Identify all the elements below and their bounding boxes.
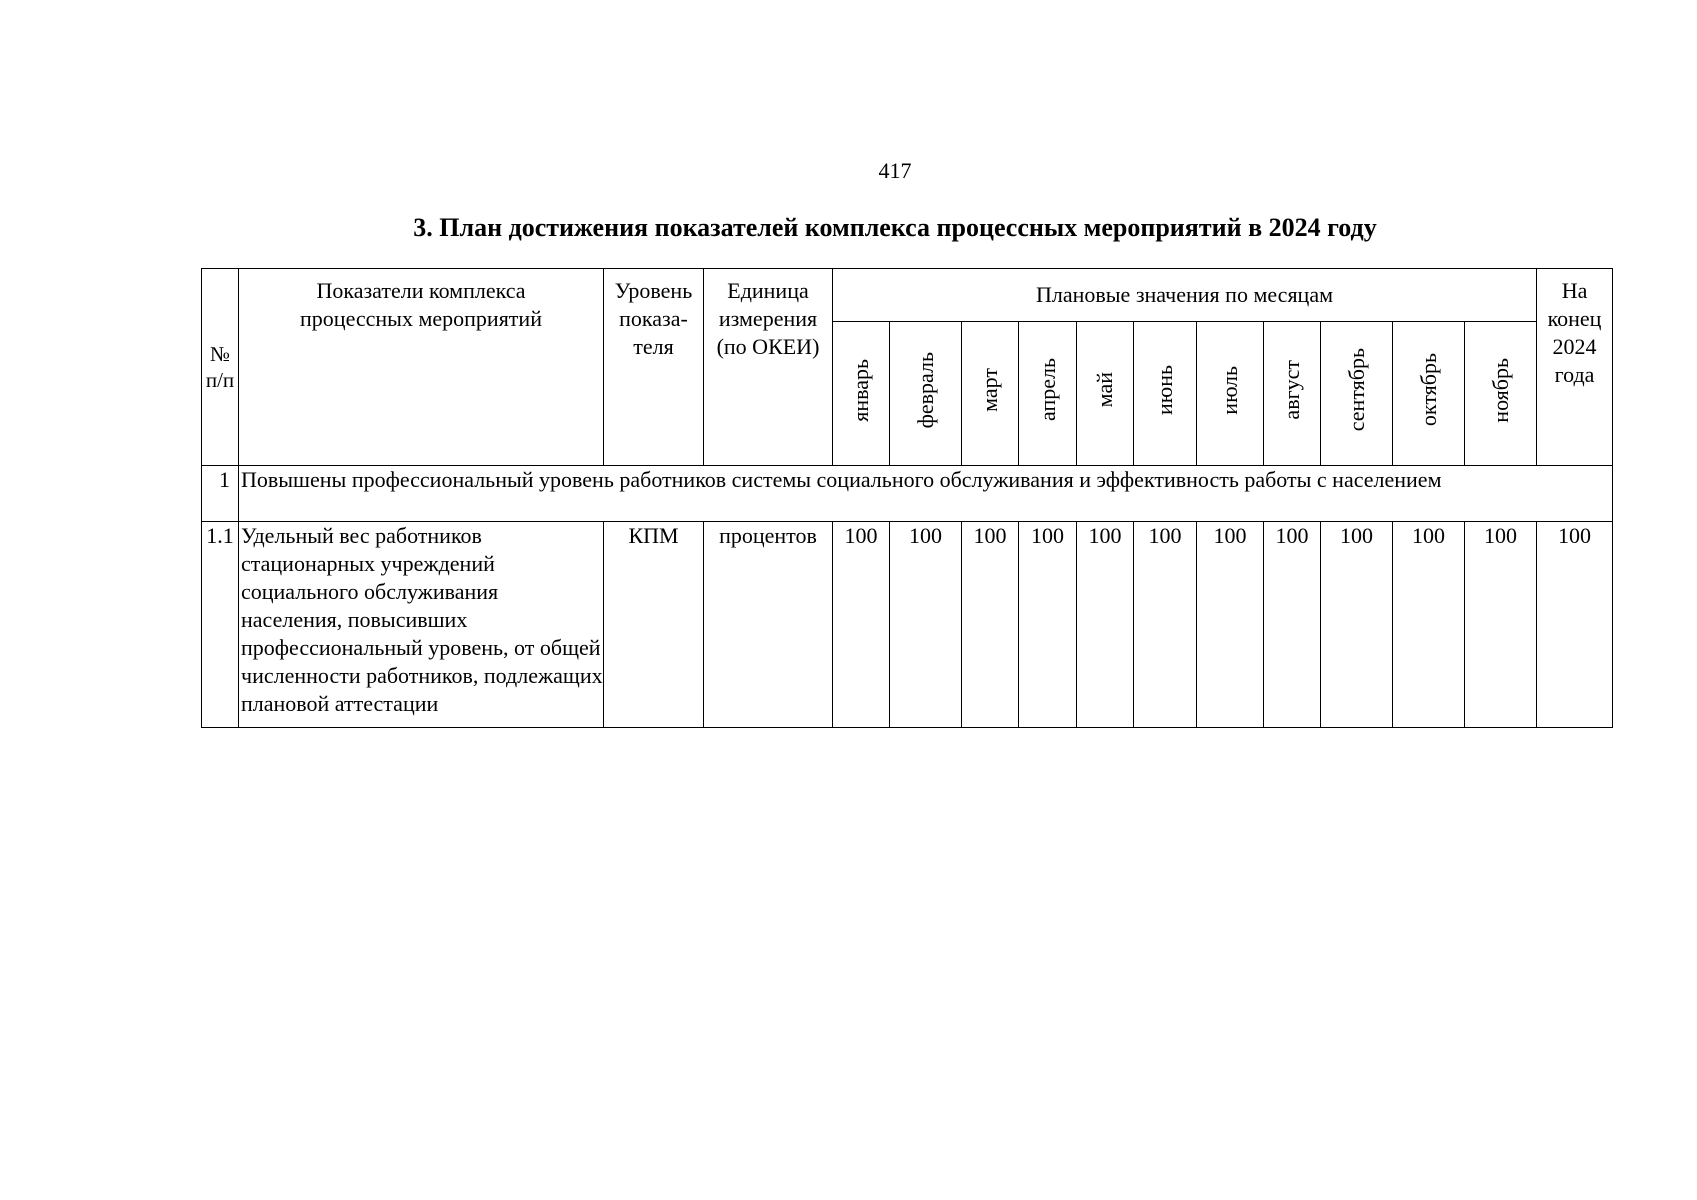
header-unit: Единица измерения (по ОКЕИ): [704, 269, 833, 466]
row-value-november: 100: [1465, 522, 1537, 728]
row-value-june: 100: [1134, 522, 1197, 728]
header-monthly-group: Плановые значения по месяцам: [833, 269, 1537, 322]
row-value-february: 100: [890, 522, 962, 728]
page-number: 417: [878, 158, 912, 183]
row-value-october: 100: [1393, 522, 1465, 728]
goal-text: Повышены профессиональный уровень работников системы социального обслуживания и эффективность работы с населением: [239, 466, 1613, 522]
plan-table: [201, 268, 1613, 728]
row-value-january: 100: [833, 522, 890, 728]
row-value-year-end: 100: [1537, 522, 1613, 728]
header-year-end: На конец 2024 года: [1537, 269, 1613, 466]
row-num: 1.1: [202, 522, 239, 728]
header-month-june: июнь: [1134, 322, 1197, 466]
header-month-may: май: [1077, 322, 1134, 466]
row-indicator: Удельный вес работников стационарных учреждений социального обслуживания населения, повысивших профессиональный уровень, от общей численности работников, подлежащих плановой аттестации: [239, 522, 604, 728]
header-month-august: август: [1264, 322, 1321, 466]
row-level: КПМ: [604, 522, 704, 728]
header-month-july: июль: [1197, 322, 1264, 466]
header-month-february: февраль: [890, 322, 962, 466]
table-row: [202, 522, 1613, 728]
document-title: 3. План достижения показателей комплекса процессных мероприятий в 2024 году: [413, 213, 1377, 242]
row-value-april: 100: [1019, 522, 1077, 728]
header-month-january: январь: [833, 322, 890, 466]
header-level: Уровень показа-теля: [604, 269, 704, 466]
header-month-april: апрель: [1019, 322, 1077, 466]
row-value-may: 100: [1077, 522, 1134, 728]
header-num: № п/п: [202, 269, 239, 466]
header-month-september: сентябрь: [1321, 322, 1393, 466]
header-indicator: Показатели комплекса процессных мероприятий: [239, 269, 604, 466]
row-value-september: 100: [1321, 522, 1393, 728]
row-value-july: 100: [1197, 522, 1264, 728]
goal-num: 1: [202, 466, 239, 522]
header-month-november: ноябрь: [1465, 322, 1537, 466]
row-unit: процентов: [704, 522, 833, 728]
row-value-march: 100: [962, 522, 1019, 728]
header-month-october: октябрь: [1393, 322, 1465, 466]
row-value-august: 100: [1264, 522, 1321, 728]
header-month-march: март: [962, 322, 1019, 466]
